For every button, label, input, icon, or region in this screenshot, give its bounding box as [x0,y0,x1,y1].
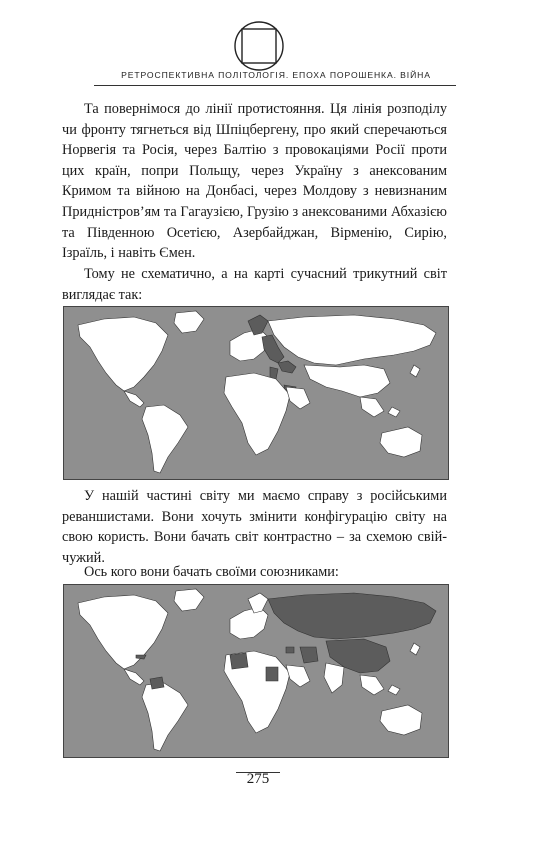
page-number: 275 [246,771,270,787]
world-map-frontline [63,306,449,480]
paragraph-revanchists: У нашій частині світу ми маємо справу з російськими реваншистами. Вони хочуть змінити конфігурацію світу на свою користь. Вони бачать світ контрастно – за схемою свій-чужий. [62,488,447,566]
world-map-allies [63,584,449,758]
header-rule [94,85,456,86]
logo-emblem-icon [233,20,285,72]
paragraph-allies: Ось кого вони бачать своїми союзниками: [84,564,339,580]
paragraph-map-intro: Тому не схематично, а на карті сучасний трикутний світ виглядає так: [62,266,447,303]
running-head: РЕТРОСПЕКТИВНА ПОЛІТОЛОГІЯ. ЕПОХА ПОРОШЕНКА. ВІЙНА [121,70,431,80]
paragraph-frontline: Та повернімося до лінії протистояння. Ця лінія розподілу чи фронту тягнеться від Шпіцбергену, про який сперечаються Норвегія та Росія, через Балтію з провокаціями Росії проти цих країн, попри Польщу, через Україну з анексованим Кримом та війною на Донбасі, через Молдову з невизнаним Придністров’ям та Гагаузією, Грузію з анексованими Абхазією та Південною Осетією, Азербайджан, Вірменію, Сирію, Ізраїль, і навіть Ємен. [62,101,447,262]
